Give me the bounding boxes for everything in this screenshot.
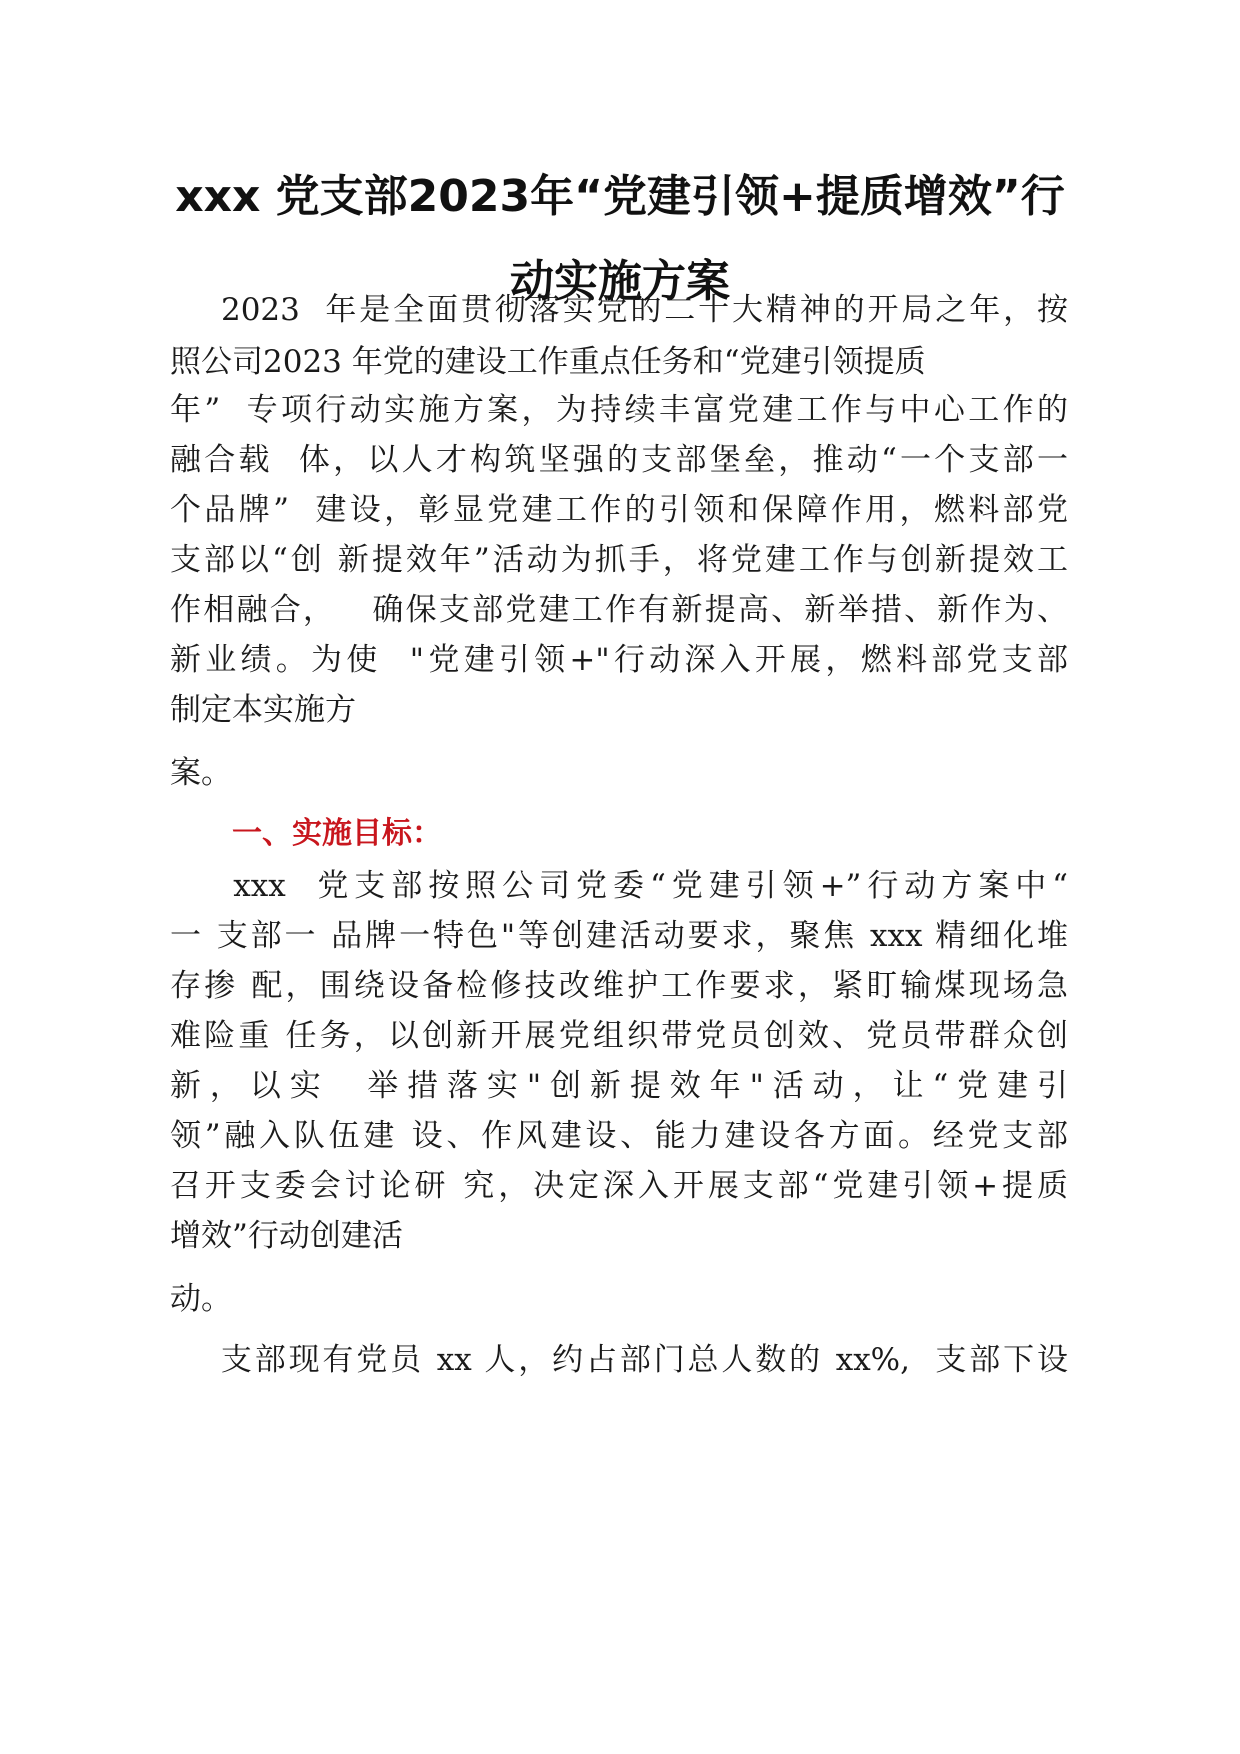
section-line: xxx 党支部按照公司党委“党建引领+”行动方案中“ xyxy=(170,868,1068,904)
section-line: 一 支部一 品牌一特色"等创建活动要求，聚焦 xxx 精细化堆 xyxy=(170,918,1068,954)
intro-line: 照公司2023 年党的建设工作重点任务和“党建引领提质 xyxy=(170,344,926,380)
intro-line: 制定本实施方 xyxy=(170,692,356,728)
document-title-line-1: xxx 党支部2023年“党建引领+提质增效”行 xyxy=(175,171,1065,222)
intro-line: 融合载 体，以人才构筑坚强的支部堡垒，推动“一个支部一 xyxy=(170,442,1068,478)
intro-line: 案。 xyxy=(170,755,232,791)
section-line: 难险重 任务，以创新开展党组织带党员创效、党员带群众创 xyxy=(170,1018,1068,1054)
section-heading: 一、实施目标： xyxy=(232,816,442,851)
intro-line: 新业绩。为使 "党建引领+"行动深入开展，燃料部党支部 xyxy=(170,642,1068,678)
section-line: 领”融入队伍建 设、作风建设、能力建设各方面。经党支部 xyxy=(170,1118,1068,1154)
section-line: 动。 xyxy=(170,1281,232,1317)
intro-line: 作相融合， 确保支部党建工作有新提高、新举措、新作为、 xyxy=(170,592,1068,628)
section-line: 增效”行动创建活 xyxy=(170,1218,403,1254)
paragraph-line: 支部现有党员 xx 人，约占部门总人数的 xx%, 支部下设 xyxy=(170,1342,1068,1378)
intro-line: 个品牌” 建设，彰显党建工作的引领和保障作用，燃料部党 xyxy=(170,492,1068,528)
intro-line: 年” 专项行动实施方案，为持续丰富党建工作与中心工作的 xyxy=(170,392,1068,428)
section-line: 存掺 配，围绕设备检修技改维护工作要求，紧盯输煤现场急 xyxy=(170,968,1068,1004)
intro-line: 2023 年是全面贯彻落实党的二十大精神的开局之年，按 xyxy=(170,292,1068,328)
section-line: 召开支委会讨论研 究，决定深入开展支部“党建引领+提质 xyxy=(170,1168,1068,1204)
document-title-line-2: 动实施方案 xyxy=(510,256,730,307)
section-line: 新，以实 举措落实"创新提效年"活动，让“党建引 xyxy=(170,1068,1068,1104)
intro-line: 支部以“创 新提效年”活动为抓手，将党建工作与创新提效工 xyxy=(170,542,1068,578)
